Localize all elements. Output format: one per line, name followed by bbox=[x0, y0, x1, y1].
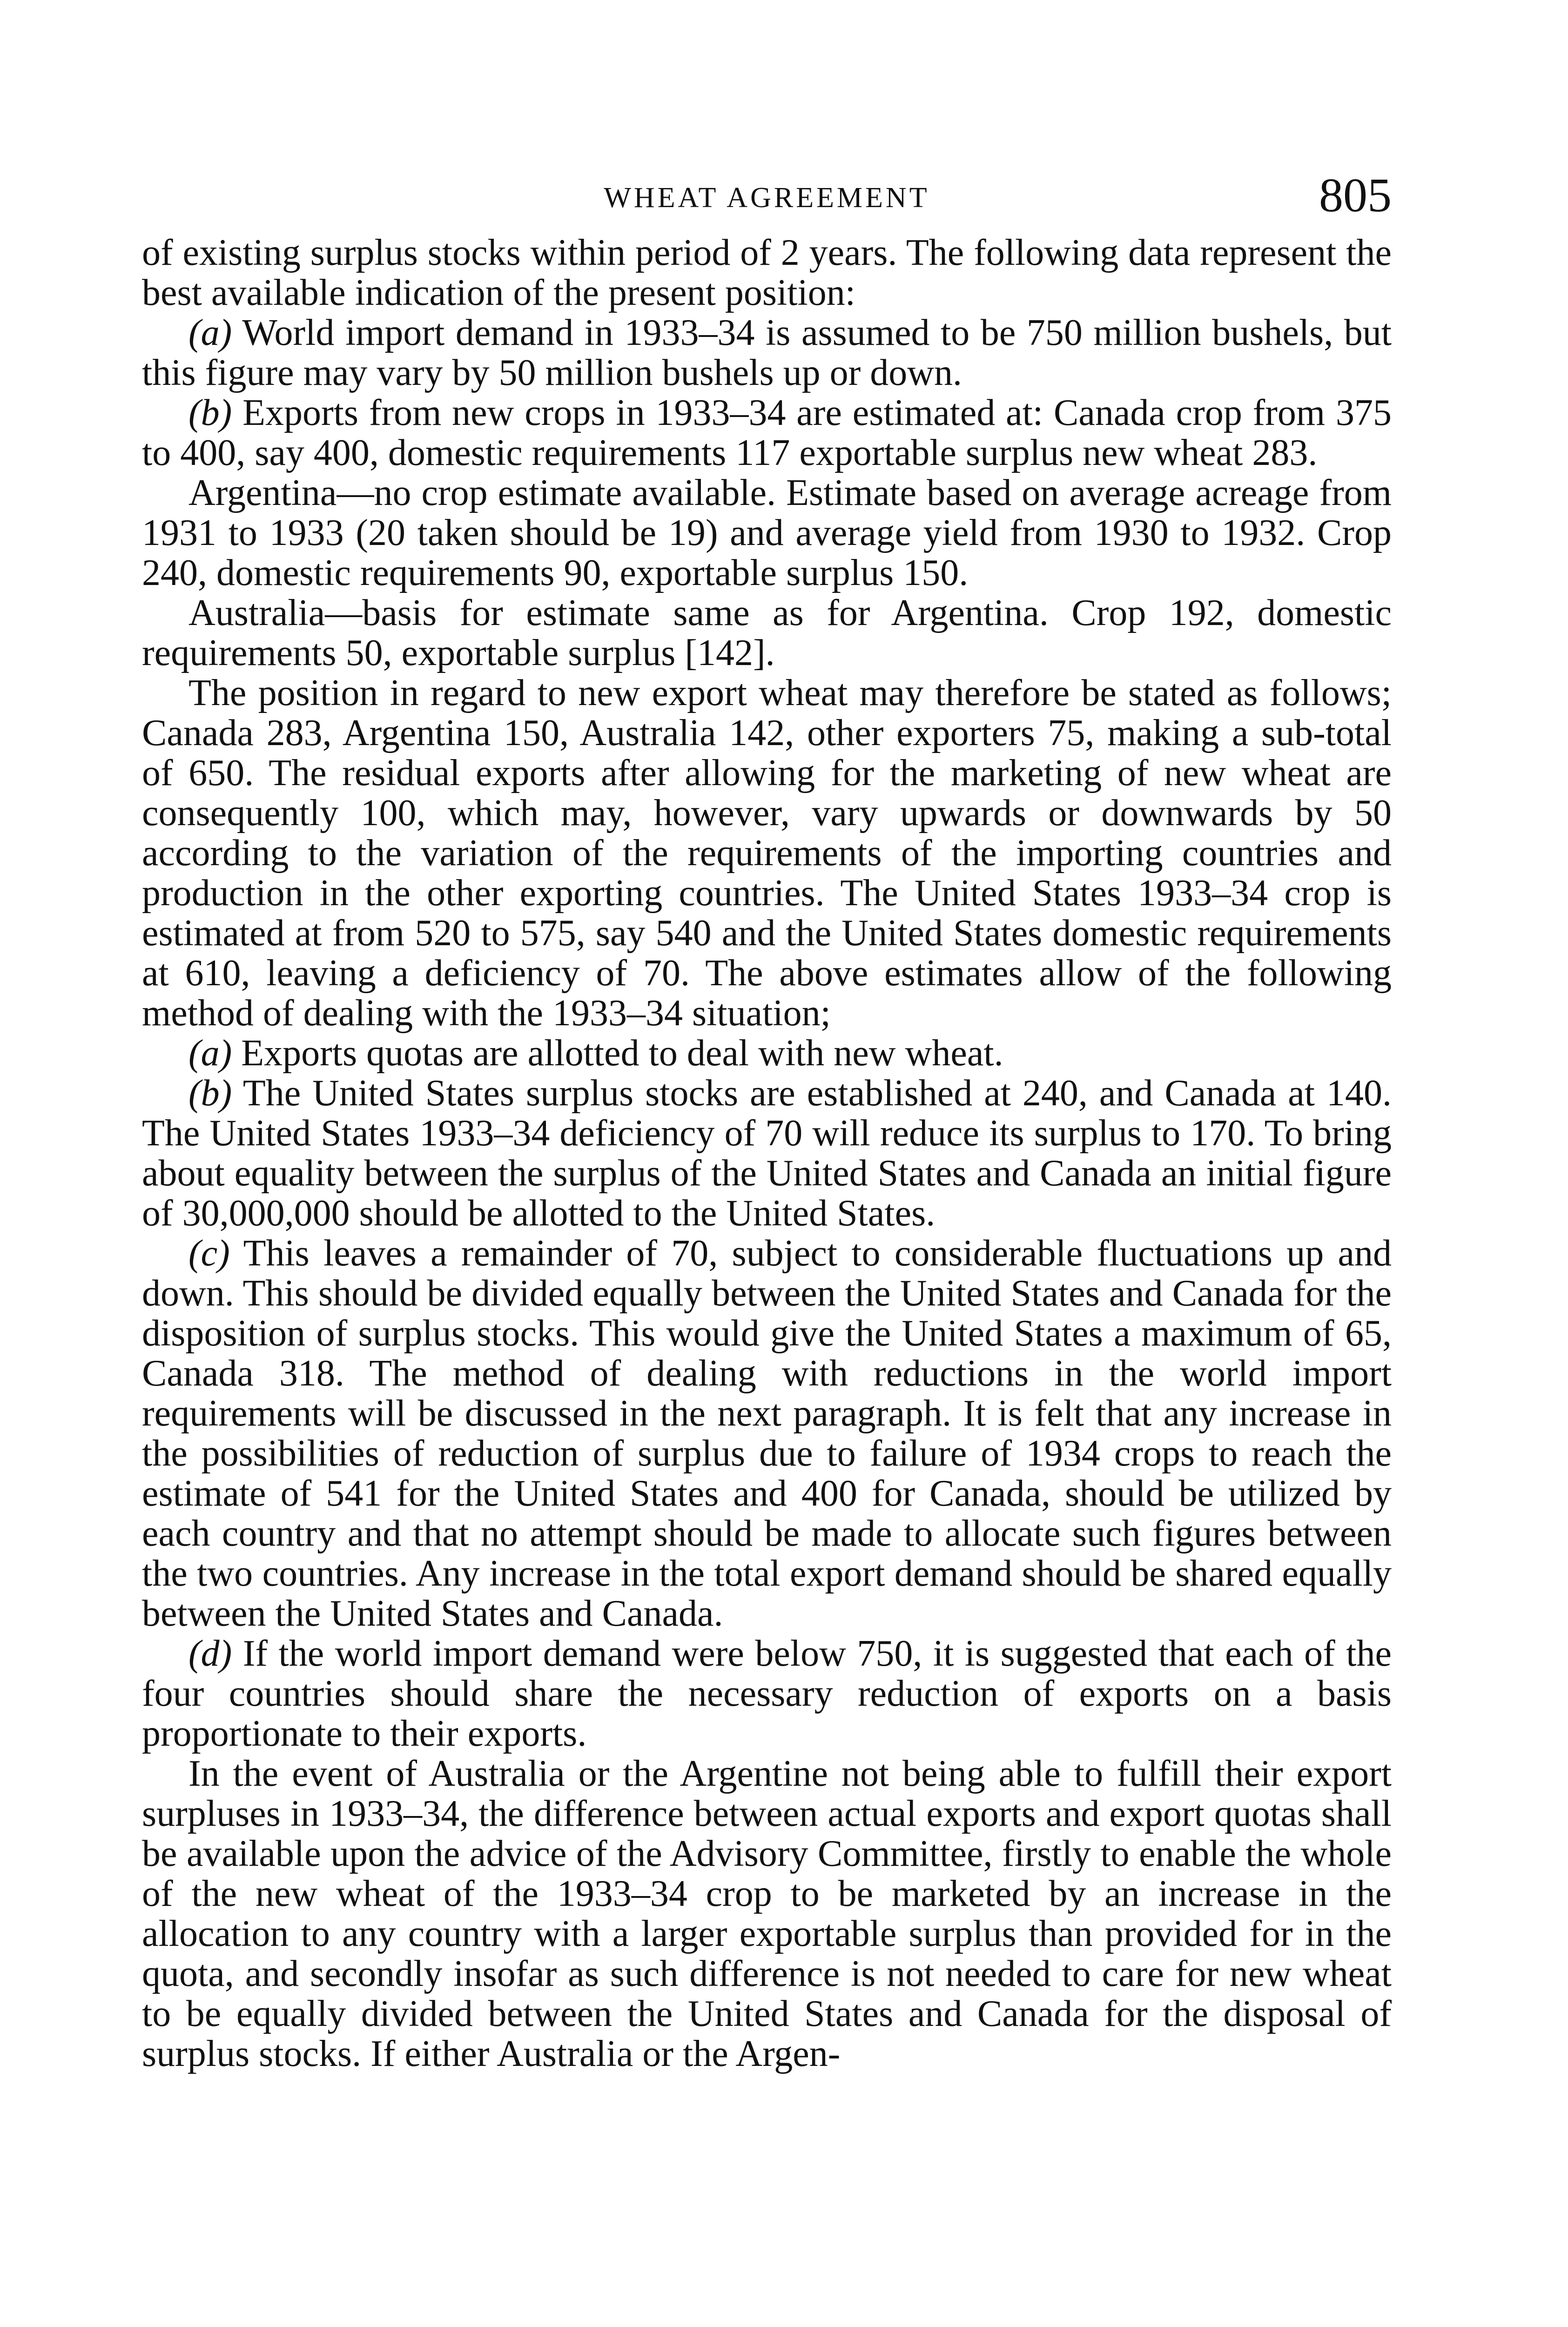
paragraph bbox=[142, 1634, 1392, 1754]
body-text bbox=[142, 233, 1392, 2074]
paragraph-text: Argentina—no crop estimate available. Estimate based on average acreage from 1931 to 1933 (20 taken should be 19) and average yield from 1930 to 1932. Crop 240, domestic requirements 90, exportable surplus 150. bbox=[142, 472, 1392, 593]
paragraph-text: World import demand in 1933–34 is assumed to be 750 million bushels, but this figure may vary by 50 million bushels up or down. bbox=[142, 312, 1392, 393]
item-label: (a) bbox=[188, 1033, 232, 1074]
paragraph-text: Exports from new crops in 1933–34 are estimated at: Canada crop from 375 to 400, say 400, domestic requirements 117 exportable surplus new wheat 283. bbox=[142, 392, 1392, 473]
paragraph bbox=[142, 1073, 1392, 1233]
item-label: (a) bbox=[188, 312, 232, 353]
paragraph bbox=[142, 1754, 1392, 2074]
paragraph bbox=[142, 233, 1392, 313]
paragraph bbox=[142, 1033, 1392, 1073]
paragraph-text: Australia—basis for estimate same as for Argentina. Crop 192, domestic requirements 50, exportable surplus [142]. bbox=[142, 592, 1392, 673]
item-label: (c) bbox=[188, 1233, 230, 1274]
paragraph-text: The position in regard to new export wheat may therefore be stated as follows; Canada 283, Argentina 150, Australia 142, other exporters 75, making a sub-total of 650. The residual exports after allowing for the marketing of new wheat are consequently 100, which may, however, vary upwards or downwards by 50 according to the variation of the requirements of the importing countries and production in the other exporting countries. The United States 1933–34 crop is estimated at from 520 to 575, say 540 and the United States domestic requirements at 610, leaving a deficiency of 70. The above estimates allow of the following method of dealing with the 1933–34 situation; bbox=[142, 673, 1392, 1034]
paragraph-text: of existing surplus stocks within period of 2 years. The following data represent the best available indication of the present position: bbox=[142, 232, 1392, 313]
paragraph-text: If the world import demand were below 750, it is suggested that each of the four countries should share the necessary reduction of exports on a basis proportionate to their exports. bbox=[142, 1633, 1392, 1754]
paragraph bbox=[142, 1233, 1392, 1634]
paragraph-text: In the event of Australia or the Argentine not being able to fulfill their export surpluses in 1933–34, the difference between actual exports and export quotas shall be available upon the advice of the Advisory Committee, firstly to enable the whole of the new wheat of the 1933–34 crop to be marketed by an increase in the allocation to any country with a larger exportable surplus than provided for in the quota, and secondly insofar as such difference is not needed to care for new wheat to be equally divided between the United States and Canada for the disposal of surplus stocks. If either Australia or the Argen- bbox=[142, 1753, 1392, 2074]
paragraph-text: The United States surplus stocks are established at 240, and Canada at 140. The United States 1933–34 deficiency of 70 will reduce its surplus to 170. To bring about equality between the surplus of the United States and Canada an initial figure of 30,000,000 should be allotted to the United States. bbox=[142, 1073, 1392, 1234]
paragraph bbox=[142, 473, 1392, 593]
page-number: 805 bbox=[1319, 168, 1392, 222]
document-page bbox=[142, 168, 1392, 2327]
paragraph bbox=[142, 393, 1392, 473]
paragraph bbox=[142, 313, 1392, 393]
running-title: WHEAT AGREEMENT bbox=[604, 182, 930, 214]
paragraph-text: This leaves a remainder of 70, subject to considerable fluctuations up and down. This should be divided equally between the United States and Canada for the disposition of surplus stocks. This would give the United States a maximum of 65, Canada 318. The method of dealing with reductions in the world import requirements will be discussed in the next paragraph. It is felt that any increase in the possibilities of reduction of surplus due to failure of 1934 crops to reach the estimate of 541 for the United States and 400 for Canada, should be utilized by each country and that no attempt should be made to allocate such figures between the two countries. Any increase in the total export demand should be shared equally between the United States and Canada. bbox=[142, 1233, 1392, 1634]
paragraph bbox=[142, 673, 1392, 1033]
paragraph bbox=[142, 593, 1392, 673]
item-label: (d) bbox=[188, 1633, 232, 1674]
item-label: (b) bbox=[188, 1073, 232, 1114]
running-head bbox=[142, 168, 1392, 233]
paragraph-text: Exports quotas are allotted to deal with new wheat. bbox=[232, 1033, 1003, 1074]
item-label: (b) bbox=[188, 392, 232, 433]
